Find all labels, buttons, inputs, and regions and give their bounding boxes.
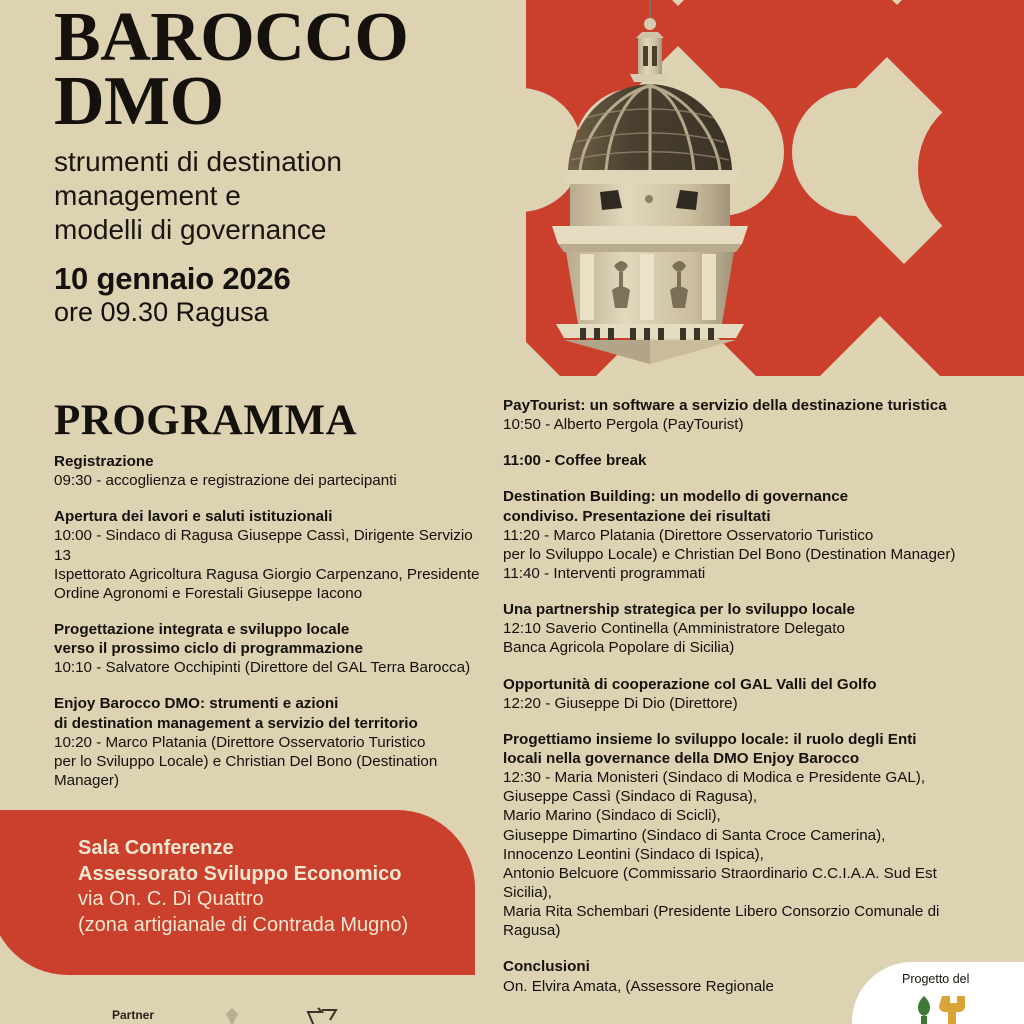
venue-line-1: Sala Conferenze [78,837,234,859]
schedule-block-title: PayTourist: un software a servizio della destinazione turistica [503,397,947,414]
schedule-block-line: Banca Agricola Popolare di Sicilia) [503,639,735,657]
progetto-del-label: Progetto del [902,972,970,986]
schedule-block-line: Maria Rita Schembari (Presidente Libero Consorzio Comunale di [503,903,940,921]
schedule-block [54,694,482,790]
schedule-block-line: 11:20 - Marco Platania (Direttore Osservatorio Turistico [503,526,874,544]
subtitle-line-2: management e [54,179,241,211]
schedule-block-title: Una partnership strategica per lo sviluppo locale [503,601,855,619]
schedule-block-line: On. Elvira Amata, (Assessore Regionale [503,977,774,995]
event-date: 10 gennaio 2026 [54,261,291,297]
schedule-block [503,730,985,941]
schedule-column-right [503,396,985,996]
schedule-block-title: verso il prossimo ciclo di programmazione [54,640,363,658]
schedule-block [503,600,985,657]
schedule-block-title: di destination management a servizio del territorio [54,714,418,732]
event-time-place: ore 09.30 Ragusa [54,297,269,328]
schedule-block-line: 12:10 Saverio Continella (Amministratore Delegato [503,620,845,638]
schedule-block-title: locali nella governance della DMO Enjoy Barocco [503,749,860,767]
schedule-block-line: 12:30 - Maria Monisteri (Sindaco di Modica e Presidente GAL), [503,769,926,787]
schedule-block [503,675,985,713]
schedule-block-title: Enjoy Barocco DMO: strumenti e azioni [54,695,339,713]
schedule-block-line: 09:30 - accoglienza e registrazione dei partecipanti [54,472,397,490]
schedule-block-title: Opportunità di cooperazione col GAL Valli del Golfo [503,675,877,693]
subtitle-line-3: modelli di governance [54,214,327,246]
schedule-block-line: 10:50 - Alberto Pergola (PayTourist) [503,416,744,434]
venue-line-4: (zona artigianale di Contrada Mugno) [78,913,409,936]
schedule-block-line: 11:40 - Interventi programmati [503,564,706,582]
partner-label: Partner [112,1008,155,1022]
schedule-block [503,451,985,470]
schedule-block-line: per lo Sviluppo Locale) e Christian Del Bono (Destination Manager) [503,545,956,563]
schedule-block-line: 12:20 - Giuseppe Di Dio (Direttore) [503,694,738,712]
schedule-block-title: Progettazione integrata e sviluppo locale [54,620,350,638]
schedule-block-title: Registrazione [54,453,154,470]
schedule-block-line: Ragusa) [503,922,561,940]
poster-headline [54,0,484,328]
page-title-line2: DMO [54,63,224,141]
venue-info-box [0,810,475,975]
schedule-block-title: Progettiamo insieme lo sviluppo locale: il ruolo degli Enti [503,730,917,748]
baroque-dome-photo [536,0,766,364]
schedule-block-title: Destination Building: un modello di governance [503,488,849,506]
page-title-line1: BAROCCO [54,0,409,76]
schedule-block-line: Innocenzo Leontini (Sindaco di Ispica), [503,845,764,863]
schedule-block-title: Conclusioni [503,958,590,976]
schedule-block-title: 11:00 - Coffee break [503,452,647,470]
partner-section [112,1008,154,1022]
schedule-block [54,452,482,490]
schedule-block [503,487,985,583]
schedule-block-line: 10:20 - Marco Platania (Direttore Osservatorio Turistico [54,733,426,751]
schedule-column-left [54,452,482,790]
schedule-block-line: Ordine Agronomi e Forestali Giuseppe Iacono [54,584,363,602]
subtitle-line-1: strumenti di destination [54,145,342,177]
schedule-block-line: Antonio Belcuore (Commissario Straordinario C.C.I.A.A. Sud Est Sicilia), [503,864,937,901]
partner-logos [218,1006,398,1024]
programma-heading: PROGRAMMA [54,397,358,444]
subtitle [54,145,484,247]
schedule-block-title: Apertura dei lavori e saluti istituzionali [54,508,333,526]
schedule-block-line: Giuseppe Dimartino (Sindaco di Santa Croce Camerina), [503,826,886,844]
schedule-block-line: per lo Sviluppo Locale) e Christian Del Bono (Destination Manager) [54,752,438,789]
schedule-block [54,507,482,603]
schedule-block-line: 10:00 - Sindaco di Ragusa Giuseppe Cassì, Dirigente Servizio 13 [54,527,473,564]
schedule-block [503,396,985,434]
schedule-block [54,620,482,677]
schedule-block-line: 10:10 - Salvatore Occhipinti (Direttore del GAL Terra Barocca) [54,659,471,677]
venue-line-3: via On. C. Di Quattro [78,888,264,911]
schedule-block-line: Giuseppe Cassì (Sindaco di Ragusa), [503,788,758,806]
venue-line-2: Assessorato Sviluppo Economico [78,862,402,885]
schedule-block-line: Mario Marino (Sindaco di Scicli), [503,807,721,825]
schedule-block-title: condiviso. Presentazione dei risultati [503,507,771,525]
gal-terra-barocca-logo-icon [908,992,978,1024]
schedule-block-line: Ispettorato Agricoltura Ragusa Giorgio Carpenzano, Presidente [54,565,480,583]
